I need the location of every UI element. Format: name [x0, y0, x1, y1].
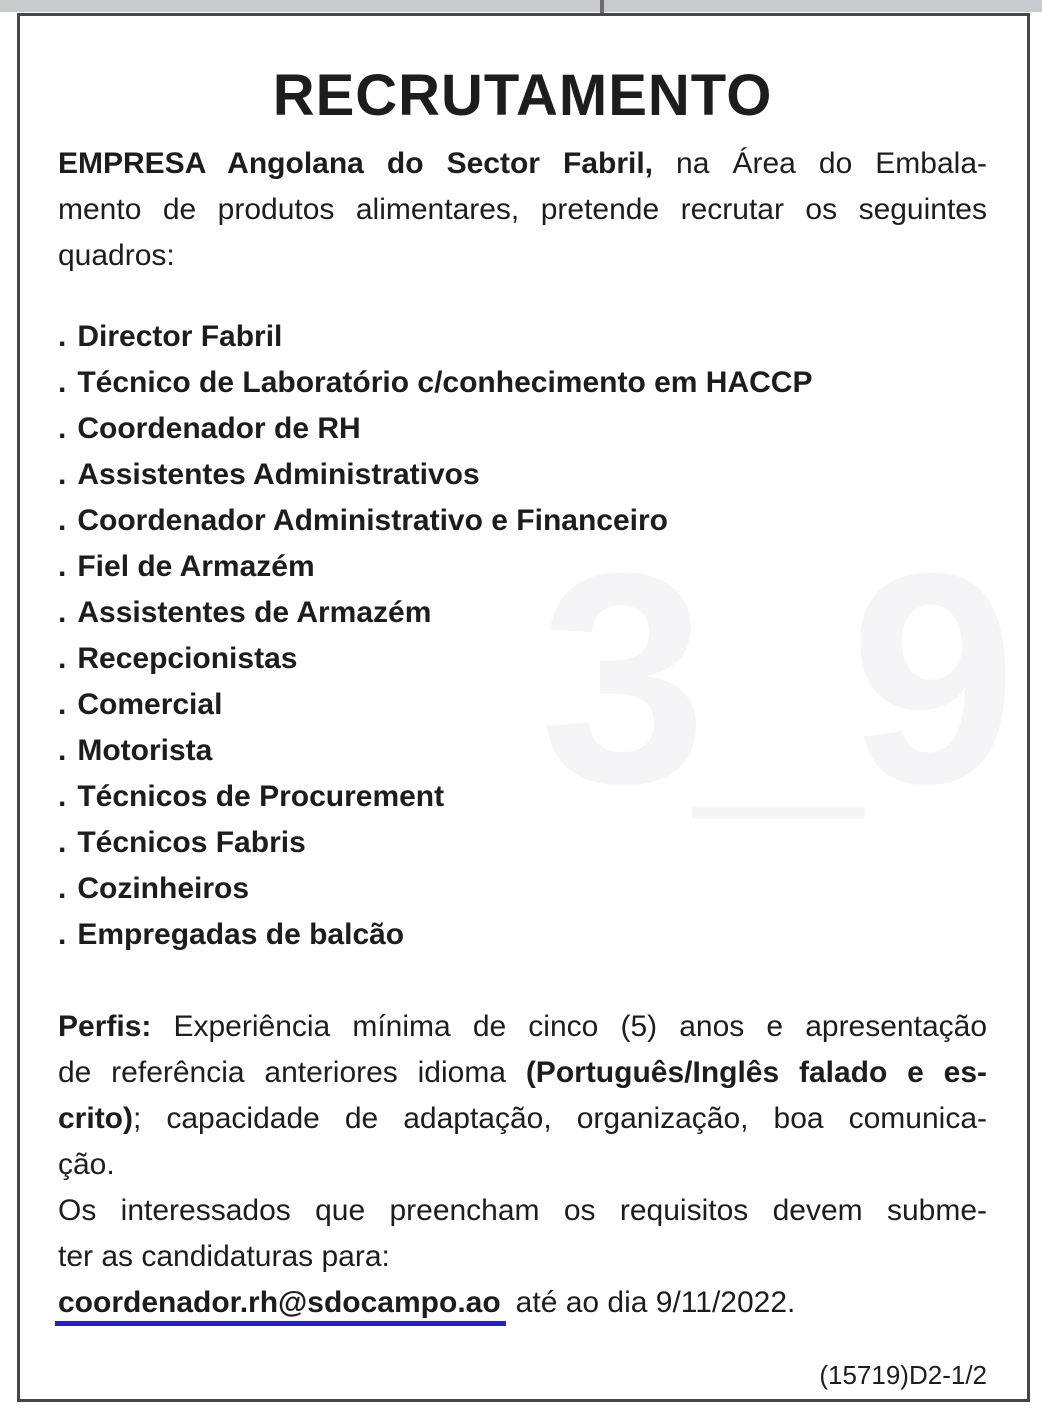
- deadline-text: até ao dia 9/11/2022.: [515, 1286, 796, 1319]
- position-label: Assistentes Administrativos: [77, 458, 480, 491]
- position-label: Director Fabril: [77, 320, 283, 353]
- bullet-dot: .: [58, 504, 67, 537]
- position-item: [58, 774, 987, 820]
- profile-line-1-rest: Experiência mínima de cinco (5) anos e apresentação: [151, 1010, 987, 1043]
- position-item: [58, 912, 987, 958]
- position-item: [58, 636, 987, 682]
- positions-list: [58, 314, 987, 958]
- profile-line-2-regular: de referência anteriores idioma: [58, 1056, 526, 1089]
- position-label: Empregadas de balcão: [77, 918, 405, 951]
- position-item: [58, 544, 987, 590]
- page-title: RECRUTAMENTO: [272, 63, 773, 128]
- application-line-2: ter as candidaturas para:: [58, 1240, 390, 1273]
- bullet-dot: .: [58, 320, 67, 353]
- position-label: Comercial: [77, 688, 223, 721]
- position-item: [58, 866, 987, 912]
- bullet-dot: .: [58, 458, 67, 491]
- profile-paragraph: [58, 1004, 987, 1326]
- profile-line-4: ção.: [58, 1148, 115, 1181]
- email-link[interactable]: coordenador.rh@sdocampo.ao: [55, 1286, 506, 1326]
- bullet-dot: .: [58, 734, 67, 767]
- scan-edge-strip: [0, 0, 1042, 12]
- position-label: Assistentes de Armazém: [77, 596, 432, 629]
- position-item: [58, 406, 987, 452]
- position-item: [58, 682, 987, 728]
- bullet-dot: .: [58, 642, 67, 675]
- position-item: [58, 314, 987, 360]
- reference-code: (15719)D2-1/2: [819, 1360, 987, 1390]
- position-label: Coordenador Administrativo e Financeiro: [77, 504, 668, 537]
- application-email-line: [58, 1280, 987, 1326]
- scan-artifact-mark: [600, 0, 604, 13]
- position-label: Cozinheiros: [77, 872, 250, 905]
- profile-line-3-bold: crito): [58, 1102, 133, 1135]
- bullet-dot: .: [58, 596, 67, 629]
- bullet-dot: .: [58, 826, 67, 859]
- position-label: Coordenador de RH: [77, 412, 361, 445]
- bullet-dot: .: [58, 918, 67, 951]
- profile-line-2: [58, 1050, 987, 1096]
- position-label: Motorista: [77, 734, 213, 767]
- position-item: [58, 820, 987, 866]
- bullet-dot: .: [58, 780, 67, 813]
- position-label: Técnico de Laboratório c/conhecimento em HACCP: [77, 366, 813, 399]
- bullet-dot: .: [58, 412, 67, 445]
- profile-line-2-bold: (Português/Inglês falado e es-: [525, 1056, 987, 1089]
- application-line-1: Os interessados que preencham os requisitos devem subme-: [58, 1194, 987, 1227]
- position-item: [58, 590, 987, 636]
- position-item: [58, 498, 987, 544]
- intro-line-1: [58, 141, 987, 187]
- profile-label: Perfis:: [58, 1010, 152, 1043]
- position-label: Técnicos de Procurement: [77, 780, 445, 813]
- position-item: [58, 728, 987, 774]
- bullet-dot: .: [58, 688, 67, 721]
- intro-paragraph: [58, 141, 987, 279]
- profile-line-3-rest: ; capacidade de adaptação, organização, boa comunica-: [133, 1102, 987, 1135]
- profile-line-3: [58, 1096, 987, 1142]
- intro-line-2: mento de produtos alimentares, pretende recrutar os seguintes: [58, 193, 987, 226]
- bullet-dot: .: [58, 872, 67, 905]
- position-item: [58, 360, 987, 406]
- intro-line-1-rest: na Área do Embala-: [653, 147, 987, 180]
- ad-border-frame: [17, 13, 1030, 1402]
- ad-content: [20, 62, 1027, 1390]
- position-label: Técnicos Fabris: [77, 826, 306, 859]
- position-label: Fiel de Armazém: [77, 550, 315, 583]
- watermark: 3_9: [540, 510, 1005, 846]
- bullet-dot: .: [58, 366, 67, 399]
- intro-line-3: quadros:: [58, 239, 175, 272]
- profile-line-1: [58, 1004, 987, 1050]
- bullet-dot: .: [58, 550, 67, 583]
- company-name: EMPRESA Angolana do Sector Fabril,: [58, 147, 654, 180]
- position-label: Recepcionistas: [77, 642, 298, 675]
- position-item: [58, 452, 987, 498]
